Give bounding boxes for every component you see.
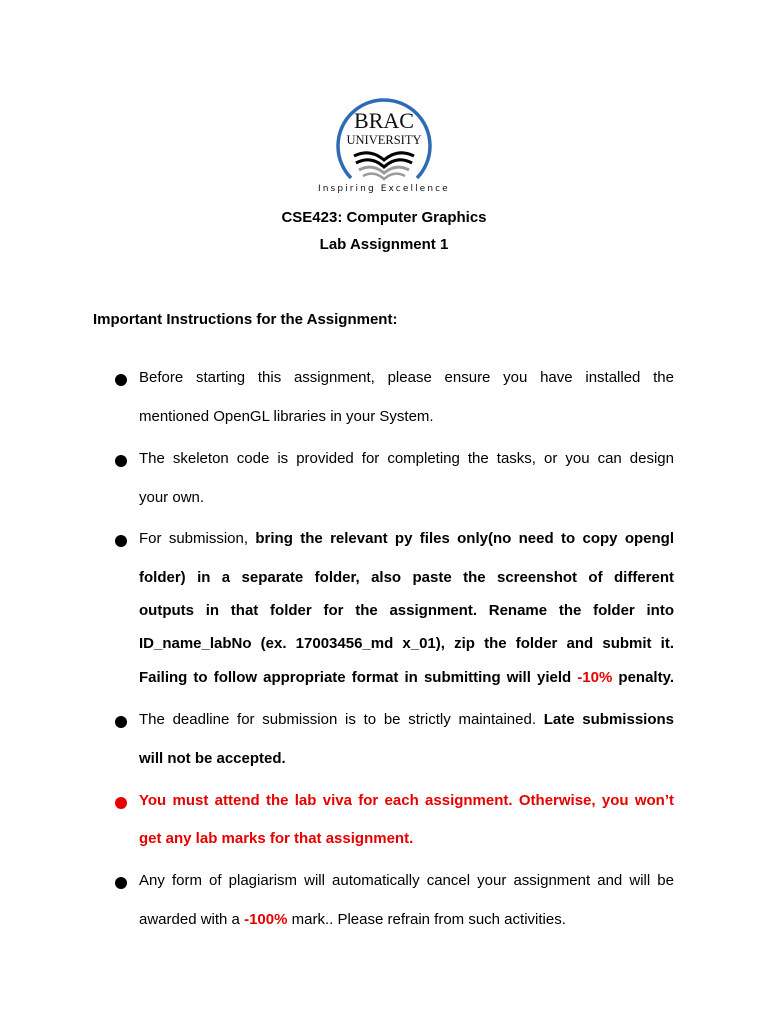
instruction-emphasis: Late submissions <box>543 711 674 728</box>
instruction-line: folder) in a separate folder, also paste the screenshot of different <box>139 569 674 586</box>
instruction-text: For submission, <box>139 530 249 547</box>
instruction-text: The deadline for submission is to be strictly maintained. <box>139 711 536 728</box>
instruction-line <box>139 669 674 687</box>
penalty-value: -10% <box>577 669 613 686</box>
instruction-line: outputs in that folder for the assignment. Rename the folder into <box>139 602 674 619</box>
instruction-line: get any lab marks for that assignment. <box>139 830 414 847</box>
instruction-text: Failing to follow appropriate format in submitting will yield <box>139 669 572 686</box>
logo-tagline: Inspiring Excellence <box>318 184 450 194</box>
instruction-emphasis: bring the relevant py files only(no need to copy opengl <box>255 530 674 547</box>
instruction-line: your own. <box>139 489 205 506</box>
instruction-line: Before starting this assignment, please ensure you have installed the <box>139 369 674 386</box>
instruction-text: mark.. Please refrain from such activities. <box>291 911 566 928</box>
instruction-line: Any form of plagiarism will automatically cancel your assignment and will be <box>139 872 674 889</box>
brac-university-logo <box>318 84 450 196</box>
bullet-icon <box>115 535 127 547</box>
instruction-line: ID_name_labNo (ex. 17003456_md x_01), zip the folder and submit it. <box>139 635 674 652</box>
bullet-icon <box>115 455 127 467</box>
instruction-text: awarded with a <box>139 911 240 928</box>
instruction-line <box>139 530 674 548</box>
bullet-icon <box>115 374 127 386</box>
instruction-line <box>139 711 674 729</box>
bullet-icon <box>115 877 127 889</box>
penalty-value: -100% <box>244 911 288 928</box>
logo-graphic <box>318 84 450 196</box>
instruction-line: The skeleton code is provided for completing the tasks, or you can design <box>139 450 674 467</box>
instruction-line: You must attend the lab viva for each assignment. Otherwise, you won’t <box>139 792 674 809</box>
logo-name: BRAC <box>354 108 414 133</box>
course-title: CSE423: Computer Graphics <box>281 209 487 226</box>
instruction-text: penalty. <box>618 669 674 686</box>
instruction-line: will not be accepted. <box>139 750 286 767</box>
instruction-line: mentioned OpenGL libraries in your System. <box>139 408 434 425</box>
bullet-icon <box>115 716 127 728</box>
instructions-heading: Important Instructions for the Assignment: <box>93 311 398 328</box>
logo-subname: UNIVERSITY <box>346 133 422 147</box>
instruction-line <box>139 911 674 929</box>
bullet-icon <box>115 797 127 809</box>
assignment-title: Lab Assignment 1 <box>319 236 449 253</box>
